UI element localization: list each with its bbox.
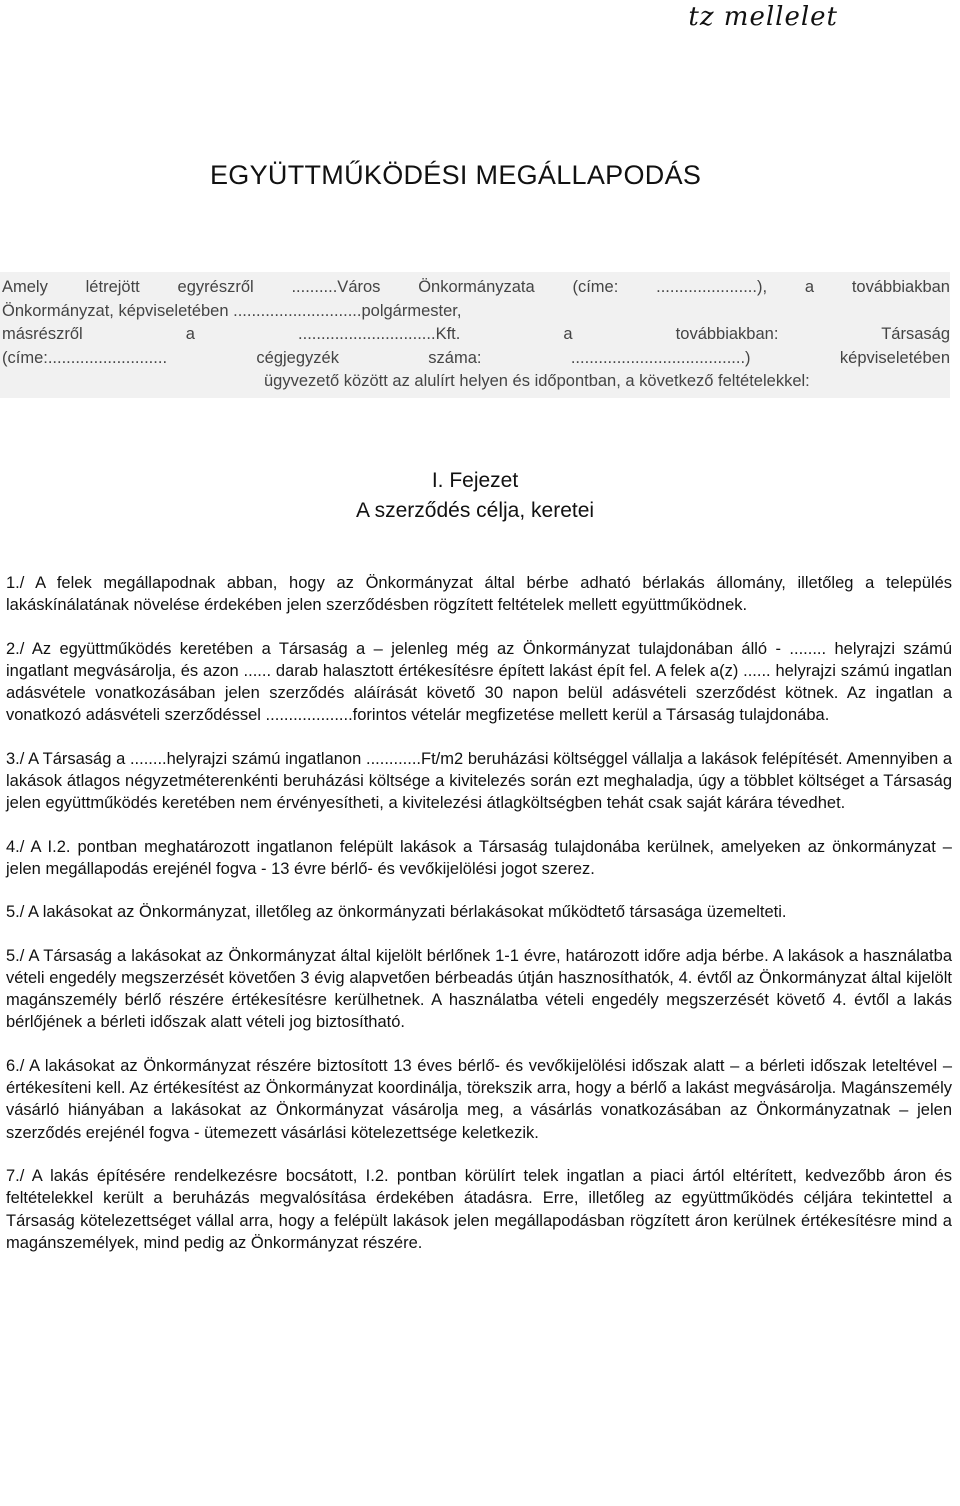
document-body — [6, 572, 952, 1274]
paragraph-5b: 5./ A Társaság a lakásokat az Önkormányzat által kijelölt bérlőnek 1-1 évre, határozott időre adja bérbe. A lakások a használatba vételi engedély megszerzését követően 3 évig alapvetően bérbeadás útján hasznosíthatók, 4. évtől az Önkormányzat által kijelölt magánszemély bérlő részére értékesítésre kerülhetnek. A használatba vételi engedély megszerzését követő 4. évtől a lakás bérlőjének a bérleti időszak alatt vételi jog biztosítható. — [6, 946, 952, 1032]
paragraph-1: 1./ A felek megállapodnak abban, hogy az Önkormányzat által bérbe adható bérlakás állomány, illetőleg a település lakáskínálatának növelése érdekében jelen szerződésben rögzített feltételek mellett együttműködnek. — [6, 574, 952, 615]
paragraph-2: 2./ Az együttműködés keretében a Társaság a – jelenleg még az Önkormányzat tulajdonában álló - ........ helyrajzi számú ingatlant megvásárolja, és azon ...... darab halasztott értékesítésre épített lakást épít fel. A felek a(z) ...... helyrajzi számú ingatlan adásvétele vonatkozásában jelen szerződés aláírását követő 30 napon belül adásvételi szerződést kötnek. Az ingatlan a vonatkozó adásvételi szerződéssel ...................forintos vételár megfizetése mellett kerül a Társaság tulajdonába. — [6, 639, 952, 725]
chapter-heading — [0, 466, 950, 526]
intro-line: másrészről a ..............................Kft. a továbbiakban: Társaság — [2, 325, 950, 343]
paragraph-4: 4./ A I.2. pontban meghatározott ingatlanon felépült lakások a Társaság tulajdonába kerülnek, amelyeken az önkormányzat – jelen megállapodás erejénél fogva - 13 évre bérlő- és vevőkijelölési jogot szerez. — [6, 837, 952, 878]
intro-line: Amely létrejött egyrészről ..........Város Önkormányzata (címe: ......................), a továbbiakban — [2, 278, 950, 296]
paragraph-5a: 5./ A lakásokat az Önkormányzat, illetőleg az önkormányzati bérlakásokat működtető társasága üzemelteti. — [6, 903, 787, 922]
handwritten-note: tz mellelet — [688, 2, 838, 32]
paragraph-6: 6./ A lakásokat az Önkormányzat részére biztosított 13 éves bérlő- és vevőkijelölési időszak alatt – a bérleti időszak leteltével – értékesíteni kell. Az értékesítést az Önkormányzat koordinálja, törekszik arra, hogy a bérlő a lakást megvásárolja. Magánszemély vásárló hiányában a lakásokat az Önkormányzat vásárolja meg, a vásárlás vonatkozásában az Önkormányzatnak – jelen szerződés erejénél fogva - ütemezett vásárlási kötelezettsége keletkezik. — [6, 1056, 952, 1142]
paragraph-3: 3./ A Társaság a ........helyrajzi számú ingatlanon ............Ft/m2 beruházási költséggel vállalja a lakások felépítését. Amennyiben a lakások átlagos négyzetméterenkénti beruházási költsége a kivitelezés során ezt meghaladja, úgy a többlet költséget a Társaság jelen együttműködés keretében nem érvényesítheti, a kivitelezési átlagköltségben tehát csak saját kárára tévedhet. — [6, 749, 952, 813]
intro-line: ügyvezető között az alulírt helyen és időpontban, a következő feltételekkel: — [264, 372, 810, 390]
document-title: EGYÜTTMŰKÖDÉSI MEGÁLLAPODÁS — [210, 160, 702, 190]
intro-line: Önkormányzat, képviseletében ............................polgármester, — [2, 301, 462, 320]
chapter-title: A szerződés célja, keretei — [355, 499, 595, 522]
chapter-number: I. Fejezet — [431, 469, 519, 492]
intro-block — [0, 272, 950, 398]
paragraph-7: 7./ A lakás építésére rendelkezésre bocsátott, I.2. pontban körülírt telek ingatlan a piaci ártól eltérített, kedvezőbb áron és feltételekkel került a beruházás megvalósítása érdekében átadásra. Erre, illetőleg az együttműködés céljára tekintettel a Társaság kötelezettséget vállal arra, hogy a felépült lakások jelen megállapodásban rögzített áron kerülnek értékesítésre mind a magánszemélyek, mind pedig az Önkormányzat részére. — [6, 1166, 952, 1252]
intro-line: (címe:.......................... cégjegyzék száma: ......................................) képviseletében — [2, 348, 950, 367]
